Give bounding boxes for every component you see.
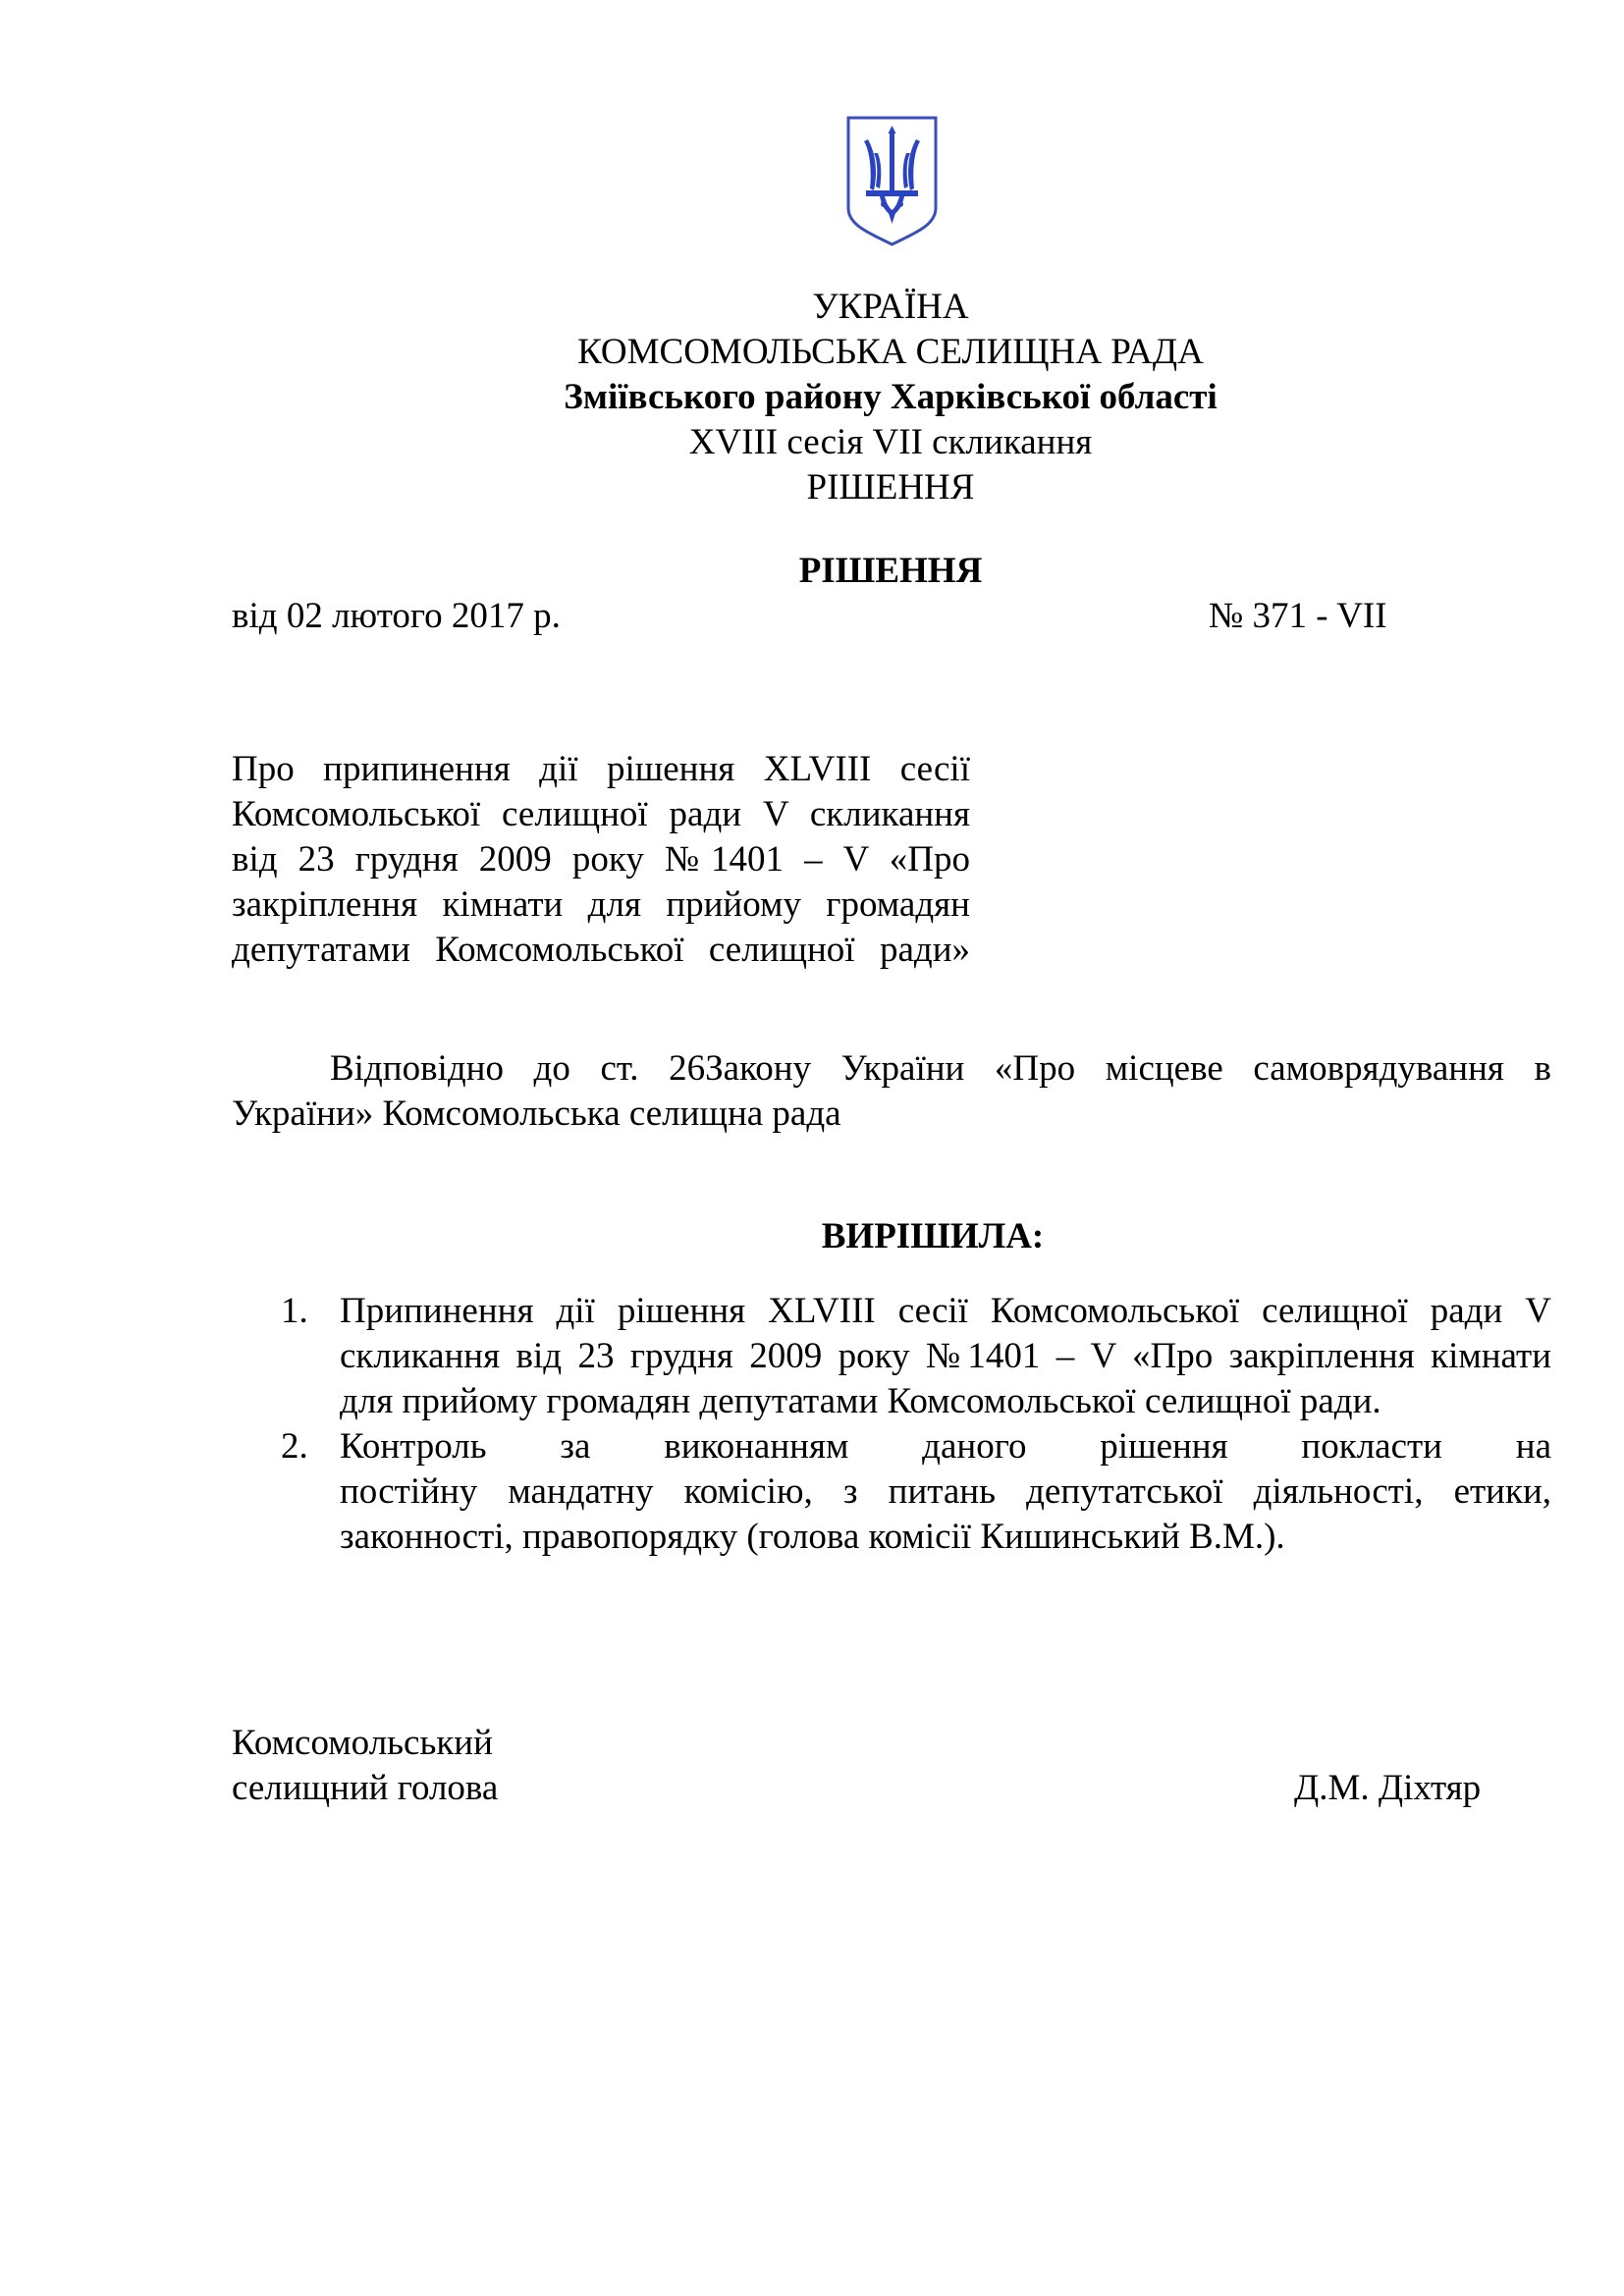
decision-date: від 02 лютого 2017 р. [232,596,561,636]
signatory-position-line: Комсомольський [232,1723,493,1763]
signatory-position [232,1721,498,1811]
subject-line: закріплення кімнати для прийому громадян [232,884,970,925]
header-council: КОМСОМОЛЬСЬКА СЕЛИЩНА РАДА [577,332,1204,372]
signatory-position-line: селищний голова [232,1768,499,1808]
item-line: законності, правопорядку (голова комісії Кишинський В.М.). [340,1517,1285,1557]
item-text [340,1289,1551,1424]
basis-line: Відповідно до ст. 26Закону України «Про місцеве самоврядування в [330,1048,1551,1089]
document-title: РІШЕННЯ [798,551,983,591]
item-number: 2. [281,1426,308,1467]
subject-line: від 23 грудня 2009 року №1401 – V «Про [232,839,970,880]
legal-basis-paragraph [232,1046,1551,1137]
decided-heading: ВИРІШИЛА: [821,1216,1045,1256]
item-line: постійну мандатну комісію, з питань депутатської діяльності, етики, [340,1471,1551,1512]
item-number: 1. [281,1291,308,1331]
subject-line: Комсомольської селищної ради V скликання [232,794,970,834]
header-doc-type: РІШЕННЯ [806,467,975,507]
decision-number: № 371 - VII [1209,596,1387,636]
item-line: для прийому громадян депутатами Комсомольської селищної ради. [340,1381,1381,1421]
item-line: Припинення дії рішення XLVIII сесії Комсомольської селищної ради V [340,1291,1551,1331]
item-line: Контроль за виконанням даного рішення покласти на [340,1426,1551,1467]
item-text [340,1424,1551,1560]
decision-subject [232,747,970,973]
basis-line: України» Комсомольська селищна рада [232,1094,841,1134]
subject-line: Про припинення дії рішення XLVIII сесії [232,749,970,789]
coat-of-arms-emblem [844,114,940,248]
header-country: УКРАЇНА [812,287,969,327]
subject-line: депутатами Комсомольської селищної ради» [232,930,970,970]
signatory-name: Д.М. Діхтяр [1294,1768,1482,1808]
header-district: Зміївського району Харківської області [564,377,1218,417]
header-session: XVIII сесія VII скликання [688,422,1093,462]
item-line: скликання від 23 грудня 2009 року №1401 – V «Про закріплення кімнати [340,1336,1551,1376]
